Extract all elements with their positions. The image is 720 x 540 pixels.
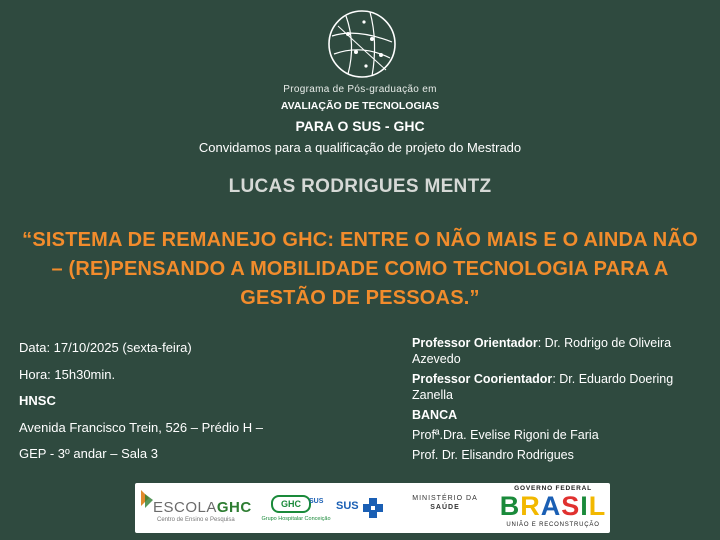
coadvisor-row — [412, 371, 712, 403]
student-name: LUCAS RODRIGUES MENTZ — [228, 176, 492, 197]
event-place: HNSC — [19, 393, 56, 408]
board-label-row — [412, 407, 712, 423]
board-label: BANCA — [412, 408, 458, 422]
brasil-letter: I — [580, 491, 589, 521]
thesis-title: “SISTEMA DE REMANEJO GHC: ENTRE O NÃO MAIS E O AINDA NÃO – (RE)PENSANDO A MOBILIDADE COMO TECNOLOGIA PARA A GESTÃO DE PESSOAS.” — [22, 229, 698, 309]
brasil-letter: S — [561, 491, 581, 521]
ministerio-line2: SAÚDE — [430, 504, 460, 511]
advisor-name: : Dr. Rodrigo de Oliveira Azevedo — [412, 336, 672, 366]
ghc-pill: GHC — [271, 495, 311, 513]
invitation-text: Convidamos para a qualificação de projeto do Mestrado — [198, 140, 522, 155]
brasil-letter: L — [588, 491, 607, 521]
ghc-logo — [261, 491, 331, 527]
sus-cross-icon — [362, 497, 384, 519]
governo-federal-label: GOVERNO FEDERAL — [514, 485, 592, 492]
board-member-1: Profª.Dra. Evelise Rigoni de Faria — [412, 428, 599, 442]
program-name-line2: AVALIAÇÃO DE TECNOLOGIAS — [280, 100, 440, 112]
board-member-2: Prof. Dr. Elisandro Rodrigues — [412, 448, 574, 462]
sponsor-logo-bar — [135, 483, 610, 533]
ghc-subtitle: Grupo Hospitalar Conceição — [261, 516, 331, 522]
committee-details — [412, 335, 712, 467]
coadvisor-label: Professor Coorientador — [412, 372, 553, 386]
brasil-wordmark — [497, 491, 609, 521]
ministerio-line1: MINISTÉRIO DA — [412, 495, 478, 502]
event-date: Data: 17/10/2025 (sexta-feira) — [19, 340, 192, 355]
brasil-letter: R — [520, 491, 541, 521]
event-room: GEP - 3º andar – Sala 3 — [19, 446, 158, 461]
coadvisor-name: : Dr. Eduardo Doering Zanella — [412, 372, 674, 402]
brasil-letter: A — [540, 491, 562, 521]
uniao-reconstrucao-label: UNIÃO E RECONSTRUÇÃO — [506, 522, 600, 528]
escola-ghc-logo — [139, 486, 259, 530]
escola-ghc-name: ESCOLAGHC — [153, 499, 252, 516]
program-logo-globe-icon — [326, 8, 398, 80]
ministerio-saude-logo — [405, 495, 485, 521]
event-address: Avenida Francisco Trein, 526 – Prédio H – — [19, 419, 264, 435]
advisor-label: Professor Orientador — [412, 336, 538, 350]
governo-federal-logo — [497, 485, 609, 531]
program-name-line3: PARA O SUS - GHC — [295, 118, 425, 134]
advisor-row — [412, 335, 712, 367]
brasil-letter: B — [499, 491, 521, 521]
sus-logo — [336, 497, 391, 519]
program-name-line1: Programa de Pós-graduação em — [283, 84, 437, 95]
event-details — [19, 340, 319, 473]
sus-text: SUS — [336, 500, 359, 512]
escola-ghc-subtitle: Centro de Ensino e Pesquisa — [157, 517, 235, 523]
ghc-sus-text: SUS — [309, 498, 324, 505]
event-time: Hora: 15h30min. — [19, 366, 116, 382]
